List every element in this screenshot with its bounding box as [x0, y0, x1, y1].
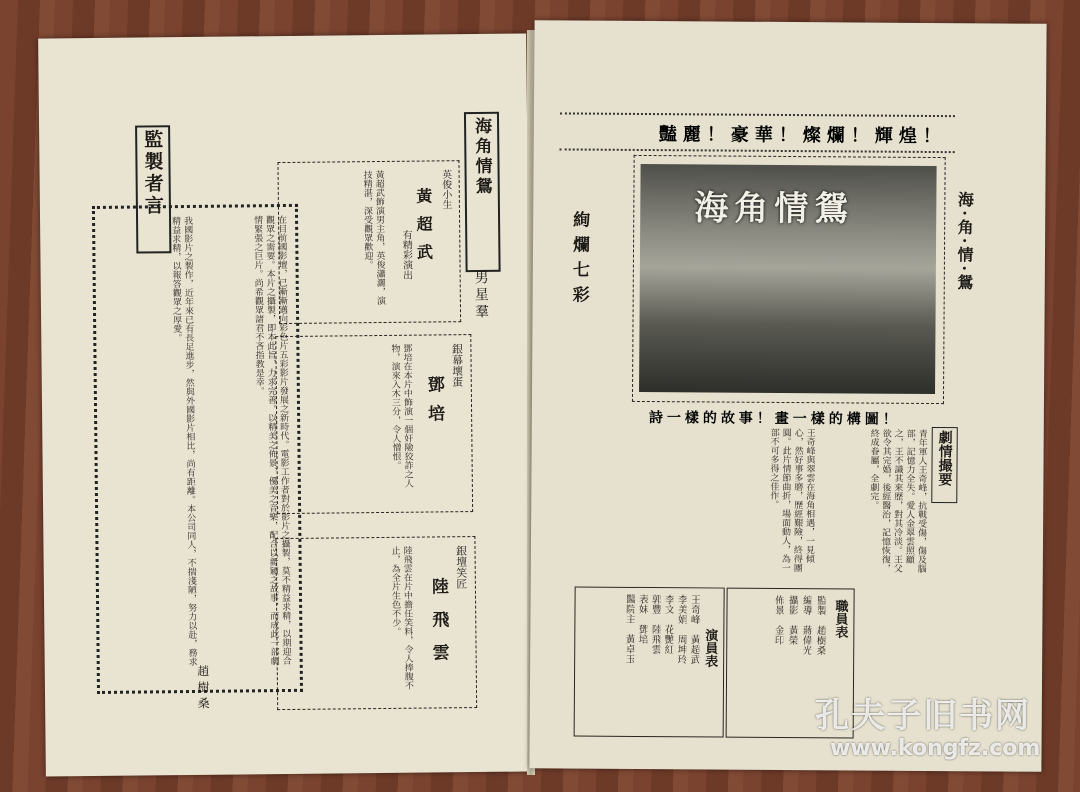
star-box-deng [275, 334, 473, 514]
star-box-lu [275, 536, 477, 710]
watermark-logo-text: 孔夫子旧书网 [815, 696, 1031, 736]
film-title-vertical: 海角情鴛 [464, 112, 501, 272]
synopsis-text-2: 王奇峰與翠雲在海角相遇，一見傾心，然好事多磨，歷經艱險，終得團圓。此片情節曲折，場面動人，為一部不可多得之佳作。 [768, 427, 815, 573]
cast-table [574, 587, 725, 738]
side-film-title: 海·角·情·鴛 [954, 191, 975, 294]
cast-row: 醫院主 黃卓玉 [623, 593, 635, 664]
still-frame [632, 155, 946, 404]
producer-statement-text: 在目前國影壇，已漸漸邁向彩色片五彩影片發展之新時代。電影工作者對於影片之攝製，莫不精益求精，以期迎合觀眾之需要。本片之攝製，即本此旨，力求完善。以精美之佈景，優美之音樂，配合以新穎之故事，而成此一部劇情緊張之巨片。尚希觀眾諸君不吝指教是幸。 [252, 214, 291, 666]
producer-column-title: 監製者言 [135, 125, 171, 253]
star1-tag: 英俊小生 [439, 169, 451, 210]
producer-statement-text-2: 我國影片之製作，近年來已有長足進步，然與外國影片相比，尚有距離。本公司同人，不揣淺陋，努力以赴，務求精益求精，以報答觀眾之厚愛。 [170, 215, 197, 667]
watermark-url: www.kongfz.com [830, 736, 1041, 761]
cast-row: 李美娟 周坤玲 [675, 594, 687, 665]
star3-name: 陸飛雲 [427, 577, 449, 677]
vivid-color-slogan: 絢爛七彩 [568, 210, 590, 311]
star-box-huang [277, 160, 461, 324]
producer-signature: 趙樹桑 [195, 664, 211, 713]
star1-name: 黃超武 [413, 187, 434, 272]
star2-name: 鄧培 [423, 375, 445, 434]
star2-tag: 銀幕壞蛋 [450, 343, 464, 388]
cast-row: 王奇峰 黃超武 [688, 594, 700, 665]
film-title-on-still: 海角情鴛 [694, 188, 855, 230]
star2-text: 鄧培在本片中飾演一個奸險狡詐之人物，演來入木三分，令人憎恨。 [389, 343, 413, 488]
banner-text: 豔麗！豪華！燦爛！輝煌！ [658, 124, 947, 148]
stars-heading: 男星羣 [472, 269, 490, 322]
synopsis-heading: 劇情撮要 [931, 427, 958, 503]
crew-row: 監製 趙樹桑 [814, 595, 826, 656]
cast-heading: 演員表 [702, 628, 718, 668]
cast-row: 李文 花艷紅 [662, 594, 674, 655]
crew-row: 編導 蔣偉光 [800, 595, 812, 656]
synopsis-text: 青年軍人王奇峰，抗戰受傷，傷及腦部，記憶力全失。愛人金翠雲照顧之，王不識其來歷，對其冷淡。王父欲令其完婚，後經醫治，記憶恢復，終成眷屬，全劇完。 [868, 428, 927, 573]
left-page [38, 33, 534, 776]
producer-statement-box [92, 204, 303, 694]
star3-tag: 銀壇笑匠 [454, 545, 468, 590]
still-caption: 詩一樣的故事！畫一樣的構圖！ [648, 410, 901, 428]
crew-heading: 職員表 [832, 599, 848, 639]
crew-row: 佈景 金印 [772, 594, 784, 645]
cast-row: 郭豐 陸飛雲 [649, 594, 661, 655]
star1-text: 黃超武飾演男主角，英俊瀟灑，演技精湛，深受觀眾歡迎。 [361, 169, 385, 306]
cast-row: 表妹 鄧培 [636, 593, 648, 645]
star1-role: 有精彩演出 [400, 229, 412, 280]
crew-row: 攝影 黃榮 [786, 594, 798, 646]
star3-text: 陸飛雲在片中擔任笑料，令人捧腹不止，為全片生色不少。 [389, 545, 413, 690]
right-page [529, 20, 1046, 772]
banner-band [560, 112, 955, 153]
